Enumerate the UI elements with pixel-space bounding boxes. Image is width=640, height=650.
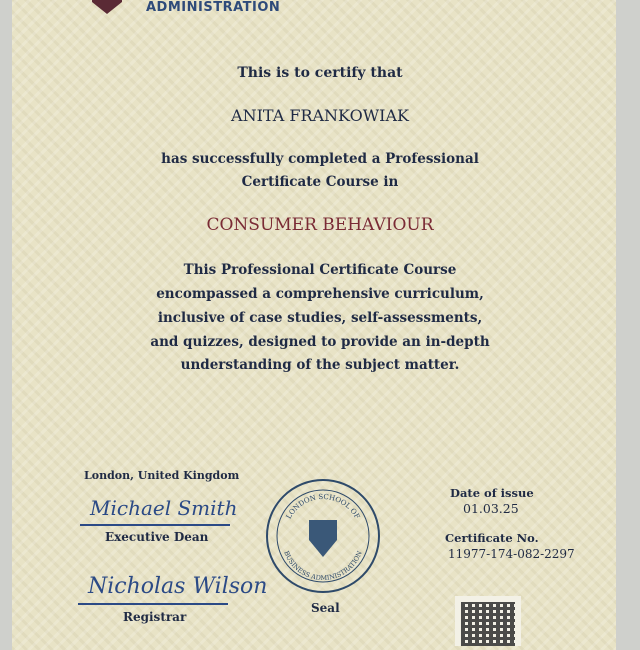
certificate-no-value: 11977-174-082-2297 bbox=[448, 547, 575, 561]
qr-code-pattern-icon bbox=[461, 602, 515, 646]
signature-executive-dean: Michael Smith bbox=[90, 496, 238, 520]
description-line: and quizzes, designed to provide an in-depth bbox=[150, 334, 490, 350]
recipient-name: ANITA FRANKOWIAK bbox=[231, 106, 409, 125]
qr-code[interactable] bbox=[455, 596, 521, 646]
description-line: encompassed a comprehensive curriculum, bbox=[156, 286, 484, 302]
signature-line bbox=[80, 524, 230, 526]
executive-dean-title: Executive Dean bbox=[105, 530, 209, 544]
certify-intro: This is to certify that bbox=[237, 65, 403, 81]
date-of-issue-value: 01.03.25 bbox=[463, 501, 519, 516]
school-seal-icon bbox=[264, 477, 382, 595]
svg-text:LONDON SCHOOL OF bbox=[285, 493, 362, 521]
signature-line bbox=[78, 603, 228, 605]
school-name: ADMINISTRATION bbox=[146, 0, 281, 15]
certificate-no-label: Certificate No. bbox=[445, 531, 539, 545]
completion-line-1: has successfully completed a Professional bbox=[161, 151, 479, 167]
seal-label: Seal bbox=[311, 601, 340, 615]
registrar-title: Registrar bbox=[123, 610, 187, 624]
description-line: This Professional Certificate Course bbox=[183, 262, 457, 278]
completion-line-2: Certificate Course in bbox=[241, 174, 399, 190]
seal-text-bottom: BUSINESS ADMINISTRATION bbox=[282, 549, 364, 583]
description-line: understanding of the subject matter. bbox=[180, 357, 460, 373]
signature-registrar: Nicholas Wilson bbox=[88, 574, 268, 599]
location: London, United Kingdom bbox=[84, 469, 240, 482]
description-line: inclusive of case studies, self-assessments, bbox=[157, 310, 483, 326]
seal-text-top: LONDON SCHOOL OF bbox=[284, 492, 362, 521]
date-of-issue-label: Date of issue bbox=[450, 486, 534, 500]
course-title: CONSUMER BEHAVIOUR bbox=[206, 215, 434, 235]
